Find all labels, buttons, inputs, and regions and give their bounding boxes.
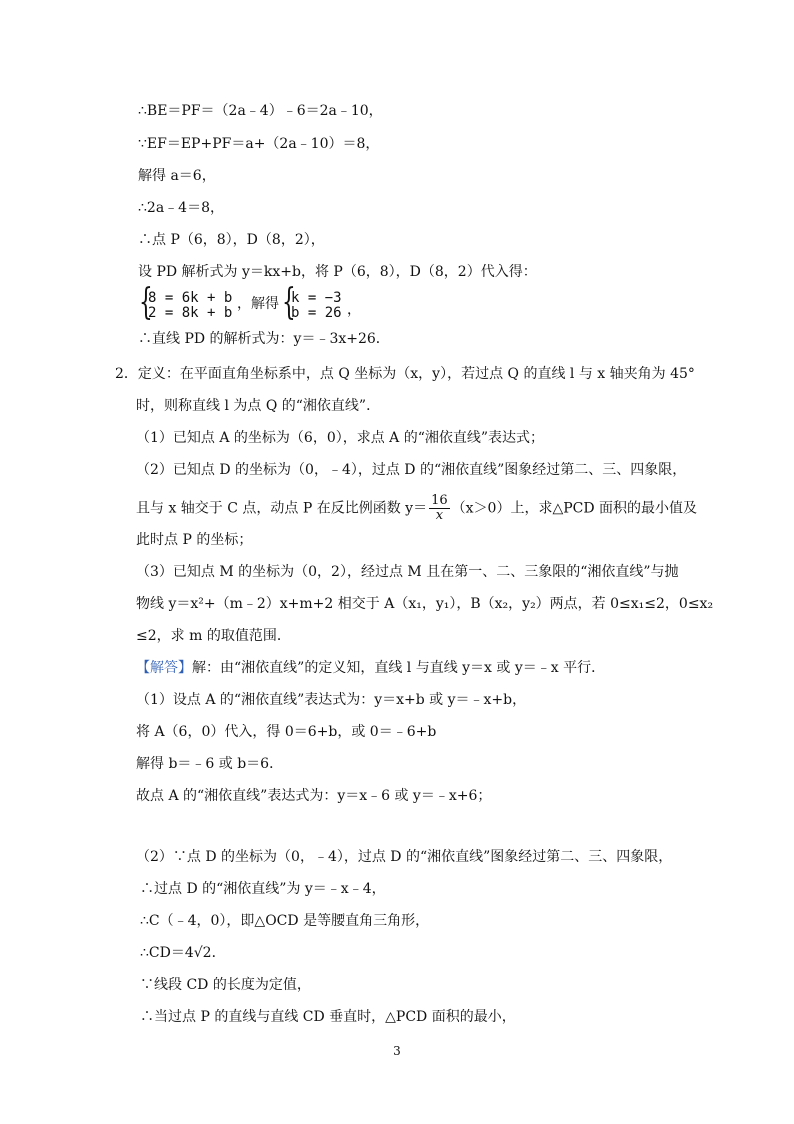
system-end: ，: [347, 302, 361, 318]
part2-text-after-fraction: （x＞0）上，求△PCD 面积的最小值及: [451, 500, 698, 517]
answer2-line3: ∴C（﹣4，0），即△OCD 是等腰直角三角形，: [140, 913, 430, 929]
solution-line-ef: ∵EF＝EP+PF＝a+（2a﹣10）＝8，: [138, 136, 380, 152]
fraction-16-over-x: [429, 494, 450, 523]
system2-row2: b = 26: [291, 305, 342, 321]
answer1-line1: （1）设点 A 的“湘依直线”表达式为：y＝x+b 或 y＝﹣x+b，: [136, 692, 527, 708]
left-brace-1: {: [139, 282, 153, 323]
system2-row1: k = −3: [291, 290, 342, 306]
part2-text-before-fraction: 且与 x 轴交于 C 点，动点 P 在反比例函数 y＝: [136, 500, 428, 517]
system-connector: ，解得: [237, 296, 279, 312]
question2-part3-line3: ≤2，求 m 的取值范围．: [136, 628, 291, 644]
answer2-line6: ∴当过点 P 的直线与直线 CD 垂直时，△PCD 面积的最小，: [140, 1009, 516, 1025]
system1-row1: 8 = 6k + b: [148, 290, 233, 306]
solution-line-be-pf: ∴BE＝PF＝（2a﹣4）﹣6＝2a﹣10，: [138, 103, 383, 119]
solution-line-points: ∴点 P（6，8），D（8，2），: [138, 232, 325, 248]
question2-definition: 2．定义：在平面直角坐标系中，点 Q 坐标为（x，y），若过点 Q 的直线 l 与 x 轴夹角为 45°: [115, 366, 695, 382]
question2-definition-cont: 时，则称直线 l 为点 Q 的“湘依直线”．: [136, 398, 381, 414]
page-number: 3: [393, 1044, 401, 1058]
answer1-line4: 故点 A 的“湘依直线”表达式为：y＝x﹣6 或 y＝﹣x+6；: [136, 788, 492, 804]
system1-row2: 2 = 8k + b: [148, 305, 233, 321]
answer-intro-line: [136, 658, 605, 678]
answer1-line2: 将 A（6，0）代入，得 0＝6+b，或 0＝﹣6+b: [136, 724, 437, 740]
fraction-numerator: 16: [431, 493, 448, 508]
question2-part1: （1）已知点 A 的坐标为（6，0），求点 A 的“湘依直线”表达式；: [136, 430, 545, 446]
answer-intro-text: 解：由“湘依直线”的定义知，直线 l 与直线 y＝x 或 y＝﹣x 平行．: [192, 660, 606, 676]
question2-part3-line2: 物线 y＝x²+（m﹣2）x+m+2 相交于 A（x₁，y₁），B（x₂，y₂）两点，若 0≤x₁≤2，0≤x₂: [136, 596, 714, 612]
answer1-line3: 解得 b＝﹣6 或 b＝6．: [136, 756, 284, 772]
left-brace-2: {: [282, 282, 296, 323]
solution-line-solve-a: 解得 a＝6，: [138, 168, 216, 184]
fraction-denominator: x: [435, 508, 444, 523]
solution-line-set-pd: 设 PD 解析式为 y＝kx+b，将 P（6，8），D（8，2）代入得：: [138, 264, 537, 280]
question2-part3-line1: （3）已知点 M 的坐标为（0，2），经过点 M 且在第一、二、三象限的“湘依直线”与抛: [136, 564, 679, 580]
solution-line-2a: ∴2a﹣4＝8，: [138, 200, 224, 216]
answer2-line4: ∴CD＝4√2．: [140, 945, 226, 961]
answer2-line1: （2）∵点 D 的坐标为（0，﹣4），过点 D 的“湘依直线”图象经过第二、三、四象限，: [136, 849, 673, 865]
question2-part2-line3: 此时点 P 的坐标；: [136, 532, 253, 548]
question2-part2-line2: [136, 494, 697, 523]
answer2-line5: ∵线段 CD 的长度为定值，: [140, 977, 311, 993]
question2-part2-line1: （2）已知点 D 的坐标为（0，﹣4），过点 D 的“湘依直线”图象经过第二、三、四象限，: [136, 462, 687, 478]
solution-line-pd-result: ∴直线 PD 的解析式为：y＝﹣3x+26．: [138, 331, 390, 347]
answer2-line2: ∴过点 D 的“湘依直线”为 y＝﹣x﹣4，: [140, 881, 386, 897]
answer-tag: 【解答】: [136, 660, 192, 676]
